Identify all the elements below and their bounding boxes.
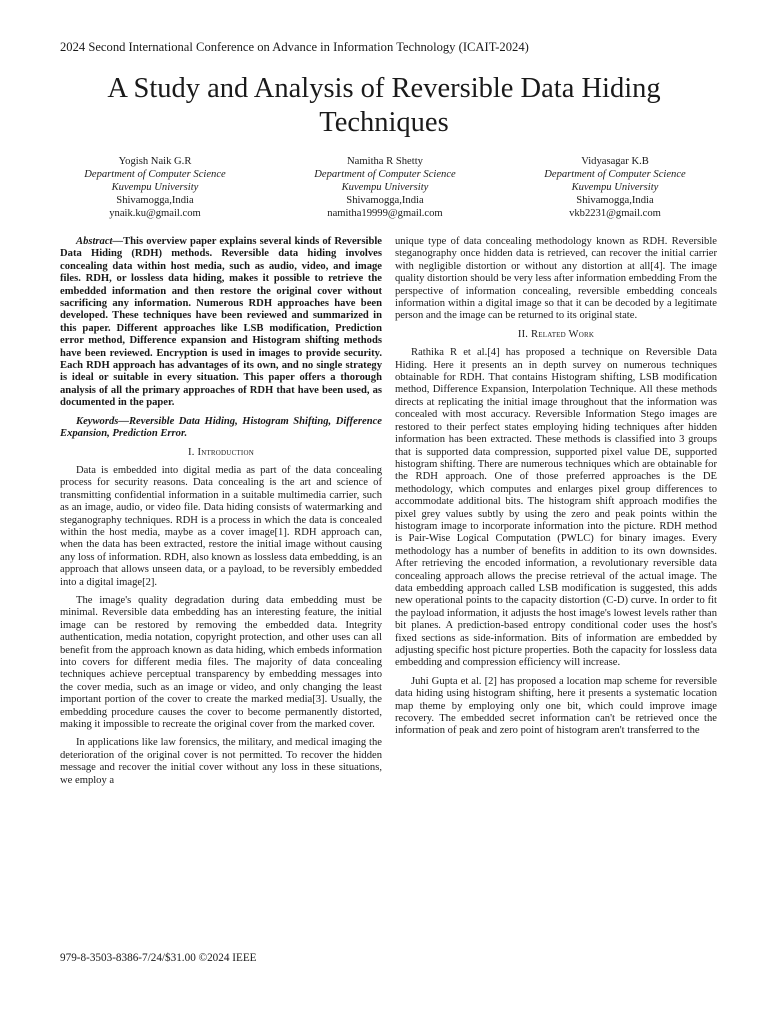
author-name: Namitha R Shetty [347,156,423,167]
author-dept: Department of Computer Science [84,169,226,180]
author-name: Yogish Naik G.R [118,156,192,167]
keywords-paragraph: Keywords—Reversible Data Hiding, Histogram Shifting, Difference Expansion, Prediction Error. [60,415,382,440]
author-email: namitha19999@gmail.com [327,208,443,219]
left-column [60,236,382,793]
author-univ: Kuvempu University [111,182,199,193]
right-column [395,236,717,744]
author-email: vkb2231@gmail.com [569,208,661,219]
author-univ: Kuvempu University [341,182,429,193]
author-3 [500,155,730,220]
author-1 [40,155,270,220]
abstract-paragraph [60,236,382,410]
conference-header: 2024 Second International Conference on Advance in Information Technology (ICAIT-2024) [60,40,529,54]
intro-paragraph-2: The image's quality degradation during data embedding must be minimal. Reversible data embedding has an interesting feature, the initial image can be restored by removing the embedded data. Integrity authentication, media notation, copyright protection, and other uses can all benefit from the approach known as data hiding, which embeds information into covers for different media files. The majority of data concealing techniques achieve perceptual transparency by embedding messages into the cover media, such as an image or video, and only changing the least important portion of the cover to create the marked media[3]. Usually, the embedding procedure causes the cover to become permanently distorted, making it impossible to recreate the original cover from the marked cover. [60,594,382,731]
intro-paragraph-3-continued: unique type of data concealing methodology known as RDH. Reversible steganography once hidden data is retrieved, can recover the initial carrier with negligible distortion or without any distortion at all[4]. The image quality distortion should be very less after information embedding From the perspective of information concealing, reversible embedding conceals information within a digital image so that it can be decoded by a legitimate person and the image can be returned to its original state. [395,236,717,322]
related-paragraph-1: Rathika R et al.[4] has proposed a technique on Reversible Data Hiding. Here it presents an in depth survey on numerous techniques obtainable for RDH. That contains Histogram shifting, LSB modification method, Difference Expansion, Interpolation Technique. All these methods directs at replicating the initial image throughout that the information was concealed with most accuracy. Reversible Information Stego images are restored to their perfect states employing hiding techniques after hidden information has been extracted. These methods is classified into 3 groups that is supported data compression, supported pixel value DE, supported histogram shifting. There are numerous techniques which are obtainable for the RDH approach. One of those preferred approaches is the DE methodology, which computes and enlarges pixel group differences to accommodate additional bits. The histogram shift approach modifies the pixel grey values subtly by using the zero and peak points within the histogram image to incorporate information into the picture. RDH method is Pair-Wise Logical Computation (PWLC) for binary images. Every methodology has a number of benefits in addition to its own downsides. After retrieving the encoded information, a revolutionary reversible data concealing approach allows the precise retrieval of the actual image. The data embedding approach called LSB modification is suggested, this adds new operational points to the capacity distortion (C-D) curve. In order to fit the payload information, it adjusts the host image's lowest levels rather than bit planes. A prediction-based entropy conditional coder uses the host's fixed sections as side-information. Bits of information are embedded by adjusting specific host picture properties. Both the capacity for lossless data embedding and compression efficiency will increase. [395,347,717,669]
copyright-footer: 979-8-3503-8386-7/24/$31.00 ©2024 IEEE [60,952,257,964]
author-dept: Department of Computer Science [314,169,456,180]
author-univ: Kuvempu University [571,182,659,193]
abstract-lead: Abstract— [76,236,124,247]
paper-title: A Study and Analysis of Reversible Data Hiding Techniques [107,73,661,138]
abstract-text: This overview paper explains several kinds of Reversible Data Hiding (RDH) methods. Reversible data hiding involves concealing data within host media, such as audio, video, and image files. RDH, or lossless data hiding, makes it possible to retrieve the embedded information and then restore the original cover without sacrificing any information. Numerous RDH approaches have been developed. These techniques have been reviewed and summarized in this paper. Different approaches like LSB modification, Prediction error method, Difference expansion and Histogram shifting methods have been reviewed. Encryption is used in images to provide security. Each RDH approach has advantages of its own, and no single strategy is ideal or suitable in every situation. This paper offers a thorough analysis of all the primary approaches of RDH that have been used, as documented in the paper. [60,236,382,409]
intro-paragraph-3: In applications like law forensics, the military, and medical imaging the deterioration of the original cover is not permitted. To recover the hidden message and recover the initial cover without any loss in these situations, we employ a [60,737,382,786]
author-location: Shivamogga,India [576,195,654,206]
section-heading-introduction: I. Introduction [188,446,254,458]
author-2 [270,155,500,220]
author-dept: Department of Computer Science [544,169,686,180]
author-name: Vidyasagar K.B [581,156,649,167]
author-location: Shivamogga,India [346,195,424,206]
related-paragraph-2: Juhi Gupta et al. [2] has proposed a location map scheme for reversible data hiding using histogram shifting, here it presents a systematic location map theme by employing only one bit, which could improve image recovery. The embedded secret information can't be retrieved once the information of peak and zero point of histogram aren't transferred to the [395,675,717,737]
author-email: ynaik.ku@gmail.com [109,208,201,219]
intro-paragraph-1: Data is embedded into digital media as part of the data concealing process for security reasons. Data concealing is the art and science of transmitting confidential information in a suitable multimedia carrier, such as an image, audio, or video file. Data hiding consists of watermarking and steganography techniques. RDH is a process in which the data is concealed within the host media, maybe as a cover image[1]. RDH approach can, when the data has been extracted, restore the initial image without causing any loss of information. RDH, also known as lossless data embedding, is an approach that allows unseen data, or a payload, to be reversibly embedded into a digital image[2]. [60,464,382,588]
author-location: Shivamogga,India [116,195,194,206]
author-block [40,155,730,223]
section-heading-related-work: II. Related Work [517,328,595,340]
